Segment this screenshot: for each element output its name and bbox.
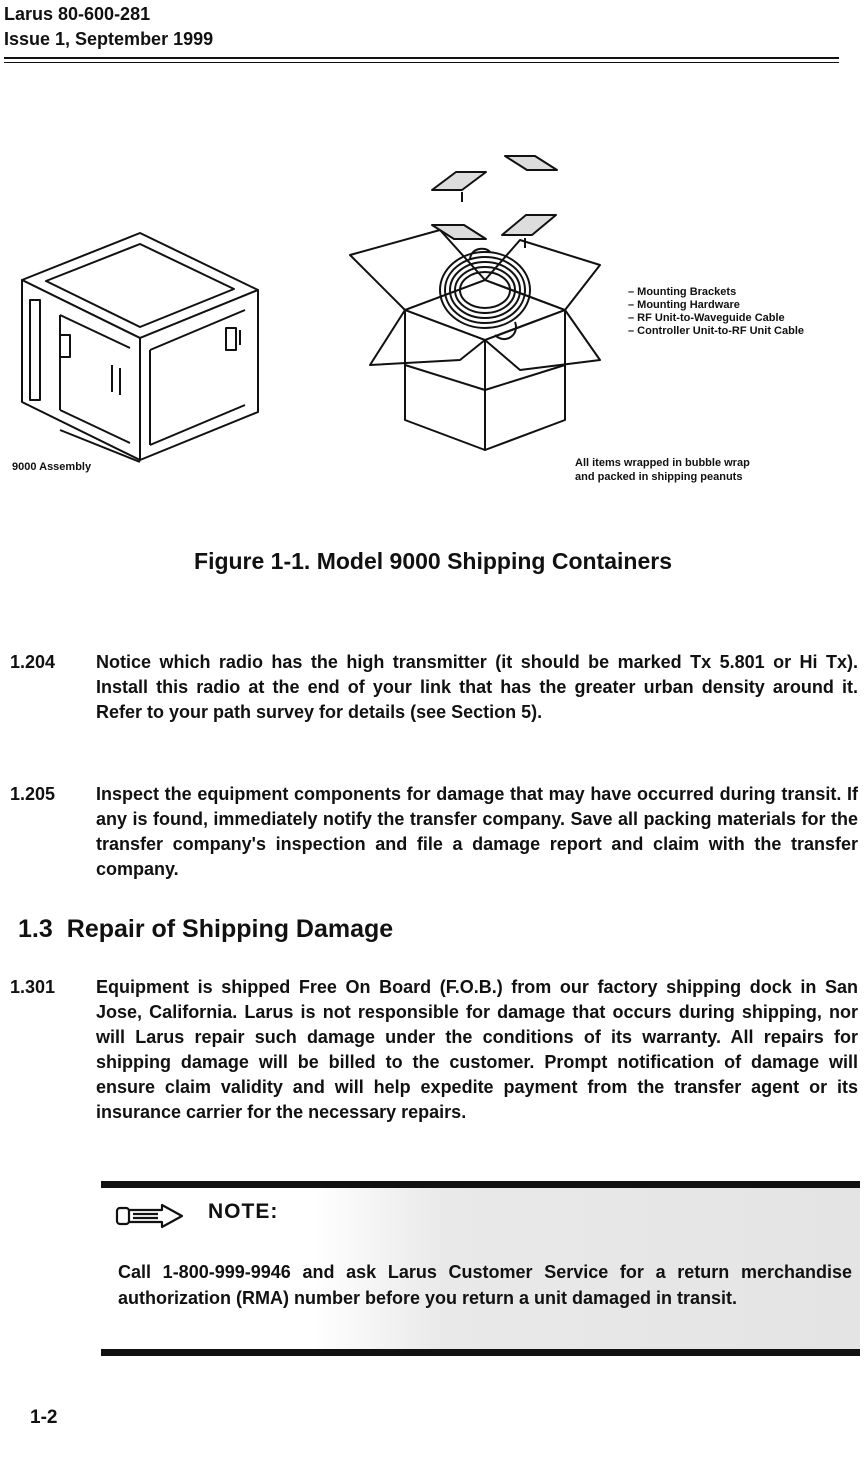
paragraph-number: 1.204 xyxy=(10,652,56,672)
paragraph-1-205 xyxy=(10,782,858,882)
paragraph-text: Equipment is shipped Free On Board (F.O.B.) from our factory shipping dock in San Jose, California. Larus is not responsible for damage that occurs during shipping, nor will Larus repair such damage under the conditions of its warranty. All repairs for shipping damage will be billed to the customer. Prompt notification of damage will ensure claim validity and will help expedite payment from the transfer agent or its insurance carrier for the necessary repairs. xyxy=(96,977,858,1122)
note-label: NOTE: xyxy=(208,1200,279,1223)
section-heading xyxy=(18,915,393,944)
note-bottom-bar xyxy=(101,1349,860,1356)
legend-item: – Mounting Hardware xyxy=(628,299,740,311)
figure-caption: Figure 1-1. Model 9000 Shipping Containers xyxy=(194,548,672,574)
note-top-bar xyxy=(101,1181,860,1188)
paragraph-text: Notice which radio has the high transmitter (it should be marked Tx 5.801 or Hi Tx). Install this radio at the end of your link that has the greater urban density around it. Refer to your path survey for details (see Section 5). xyxy=(96,652,858,722)
assembly-label: 9000 Assembly xyxy=(12,461,92,473)
paragraph-1-301 xyxy=(10,975,858,1125)
pointing-hand-icon xyxy=(114,1203,186,1229)
legend-item: – Mounting Brackets xyxy=(628,286,737,298)
section-number: 1.3 xyxy=(18,915,53,943)
header-rule-thin xyxy=(4,62,839,63)
issue-date: Issue 1, September 1999 xyxy=(4,29,214,49)
section-title: Repair of Shipping Damage xyxy=(66,915,394,943)
header-rule xyxy=(4,57,839,59)
figure-legend xyxy=(628,286,804,338)
page-number: 1-2 xyxy=(30,1407,58,1428)
paragraph-1-204 xyxy=(10,650,858,725)
document-header xyxy=(4,2,213,52)
coiled-cable-drawing xyxy=(440,249,530,339)
paragraph-number: 1.205 xyxy=(10,784,56,804)
wrap-note-line: All items wrapped in bubble wrap xyxy=(575,457,750,469)
wrap-note xyxy=(575,456,750,484)
crate-drawing xyxy=(22,233,258,462)
paragraph-number: 1.301 xyxy=(10,977,56,997)
wrap-note-line: and packed in shipping peanuts xyxy=(575,471,743,483)
legend-item: – Controller Unit-to-RF Unit Cable xyxy=(628,325,804,337)
paragraph-text: Inspect the equipment components for damage that may have occurred during transit. If any is found, immediately notify the transfer company. Save all packing materials for the transfer company's inspection and file a damage report and claim with the transfer company. xyxy=(96,784,858,879)
legend-item: – RF Unit-to-Waveguide Cable xyxy=(628,312,785,324)
doc-number: Larus 80-600-281 xyxy=(4,4,151,24)
note-text: Call 1-800-999-9946 and ask Larus Customer Service for a return merchandise authorization (RMA) number before you return a unit damaged in transit. xyxy=(118,1262,852,1308)
